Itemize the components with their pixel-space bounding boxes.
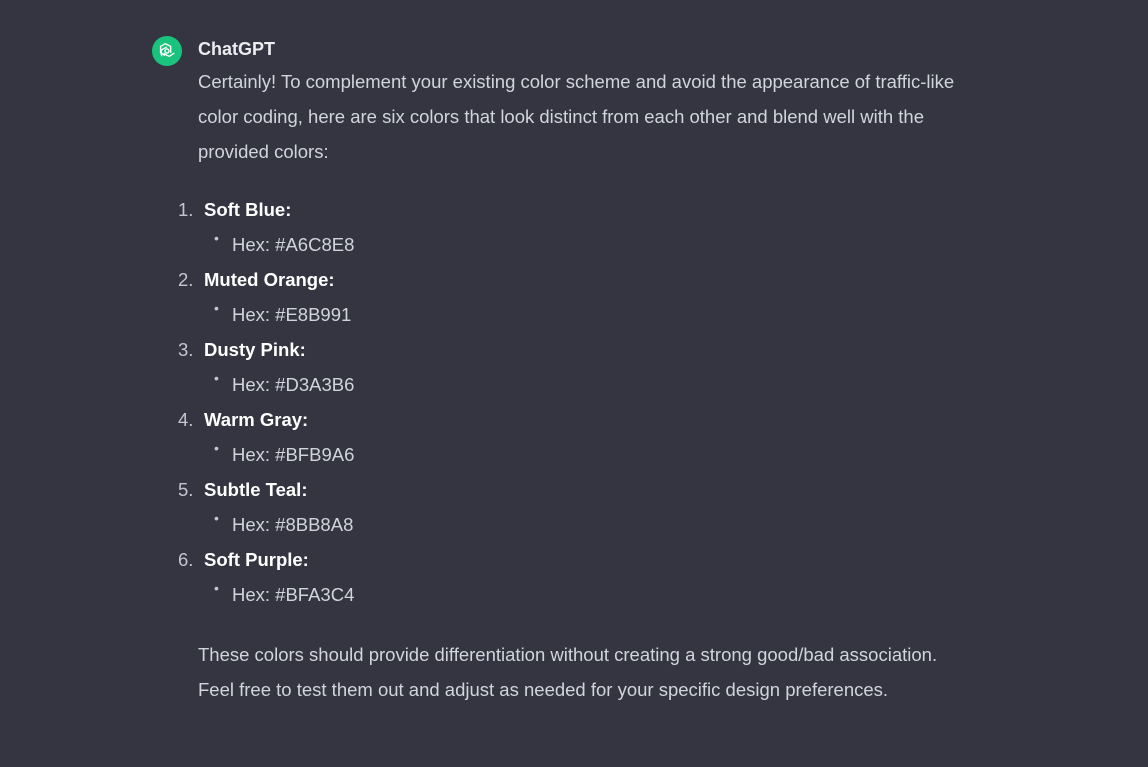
color-hex: Hex: #BFB9A6 (232, 444, 355, 465)
bullet-icon: • (214, 230, 219, 246)
color-hex: Hex: #E8B991 (232, 304, 352, 325)
list-number: 1. (178, 199, 194, 220)
list-item (178, 262, 978, 332)
color-hex: Hex: #BFA3C4 (232, 584, 355, 605)
list-item (178, 402, 978, 472)
list-number: 5. (178, 479, 194, 500)
list-item (178, 332, 978, 402)
color-name: Soft Purple: (204, 549, 309, 570)
color-name: Warm Gray: (204, 409, 309, 430)
openai-logo-icon (156, 40, 178, 62)
message-outro: These colors should provide differentiation without creating a strong good/bad association. Feel free to test them out and adjust as needed for your specific design preferences. (198, 644, 938, 700)
list-item (178, 542, 978, 612)
bullet-icon: • (214, 510, 219, 526)
list-item (178, 472, 978, 542)
bullet-icon: • (214, 580, 219, 596)
list-number: 2. (178, 269, 194, 290)
color-name: Dusty Pink: (204, 339, 306, 360)
bullet-icon: • (214, 370, 219, 386)
list-item (178, 192, 978, 262)
message-intro: Certainly! To complement your existing color scheme and avoid the appearance of traffic-like color coding, here are six colors that look distinct from each other and blend well with the provided colors: (198, 71, 955, 162)
bullet-icon: • (214, 300, 219, 316)
list-number: 6. (178, 549, 194, 570)
color-name: Soft Blue: (204, 199, 292, 220)
avatar (152, 36, 182, 66)
message-sender: ChatGPT (198, 39, 276, 59)
list-number: 3. (178, 339, 194, 360)
color-name: Muted Orange: (204, 269, 335, 290)
color-name: Subtle Teal: (204, 479, 308, 500)
bullet-icon: • (214, 440, 219, 456)
color-hex: Hex: #A6C8E8 (232, 234, 355, 255)
list-number: 4. (178, 409, 194, 430)
color-hex: Hex: #8BB8A8 (232, 514, 354, 535)
color-hex: Hex: #D3A3B6 (232, 374, 355, 395)
assistant-message (178, 64, 978, 707)
color-list (178, 192, 978, 612)
